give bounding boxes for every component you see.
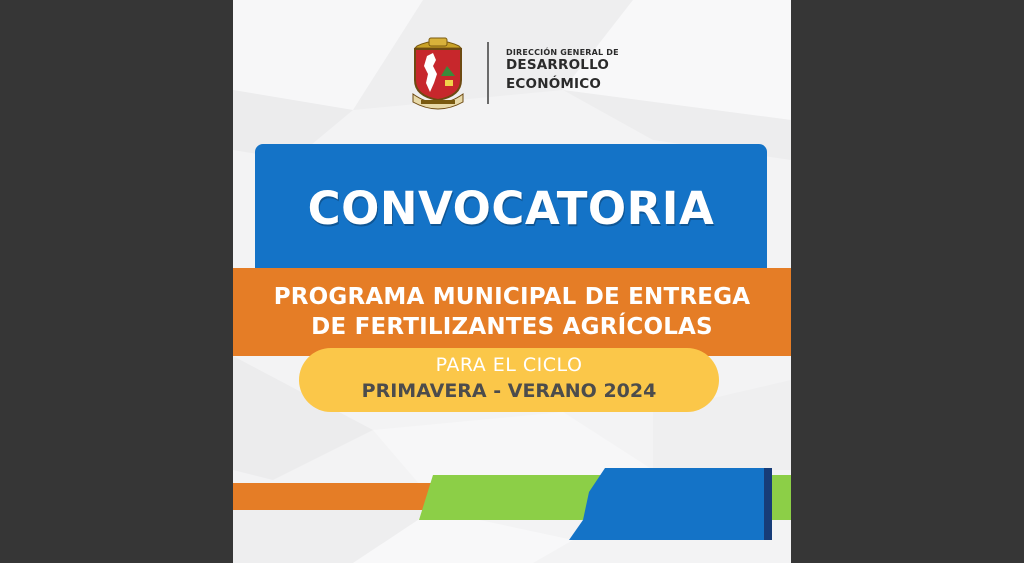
municipal-coat-of-arms-icon (409, 36, 467, 110)
blue-tab (569, 468, 764, 540)
title-banner (255, 144, 767, 279)
announcement-poster (233, 0, 791, 563)
program-name-line1: PROGRAMA MUNICIPAL DE ENTREGA (273, 284, 751, 310)
cycle-season: PRIMAVERA - VERANO 2024 (361, 380, 657, 402)
program-name-line2: DE FERTILIZANTES AGRÍCOLAS (311, 314, 713, 340)
decorative-stripes (233, 460, 791, 563)
header-logo-area (409, 36, 629, 110)
header-divider (487, 42, 489, 104)
org-name-line1: DIRECCIÓN GENERAL DE (506, 48, 619, 57)
program-name-band (233, 268, 791, 356)
poster-title: CONVOCATORIA (307, 182, 715, 235)
cycle-pill (299, 348, 719, 412)
org-name-line3: ECONÓMICO (506, 76, 602, 92)
orange-stripe (233, 483, 443, 510)
cycle-label: PARA EL CICLO (435, 354, 583, 376)
org-name-line2: DESARROLLO (506, 57, 610, 73)
navy-accent (764, 468, 772, 540)
